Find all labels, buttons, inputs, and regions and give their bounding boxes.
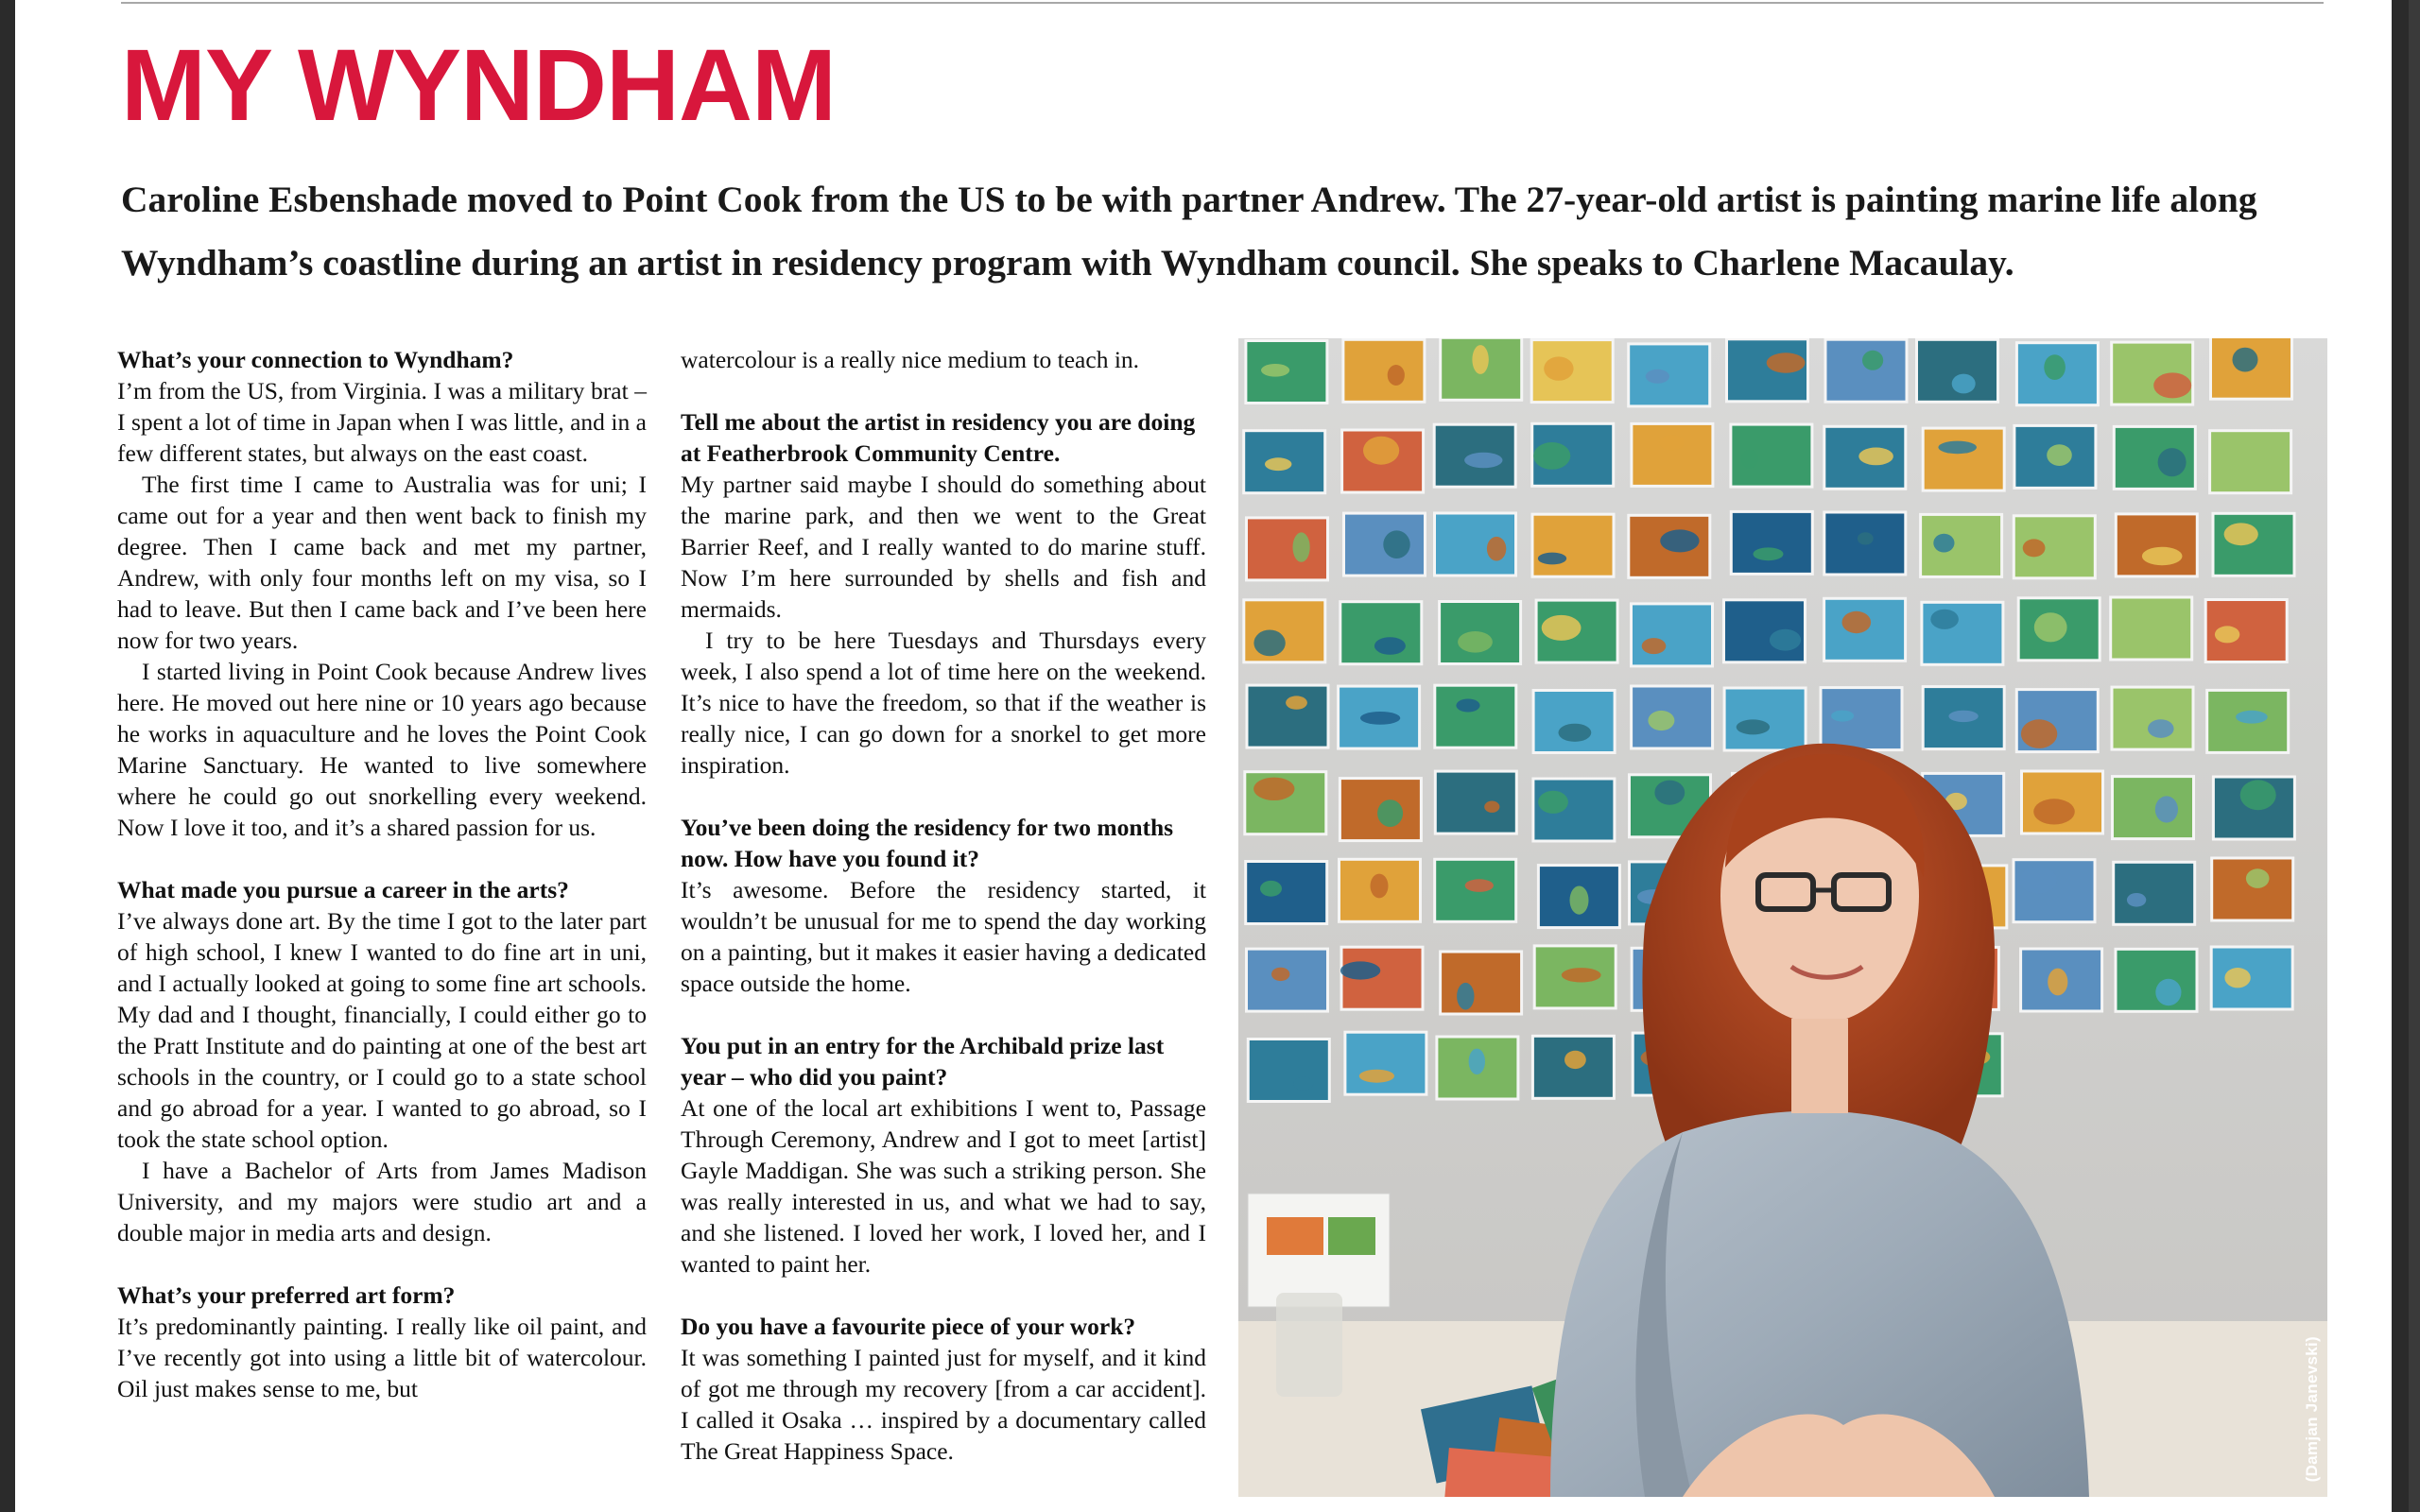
marine-photo-detail <box>1465 879 1494 892</box>
marine-photo-detail <box>2033 799 2075 824</box>
marine-photo-detail <box>1464 453 1502 469</box>
marine-photo-detail <box>2044 354 2066 380</box>
answer-paragraph: watercolour is a really nice medium to teach in. <box>681 346 1140 373</box>
marine-photo-detail <box>1293 532 1310 561</box>
marine-photo-detail <box>1261 364 1289 377</box>
marine-photo-detail <box>1457 983 1474 1010</box>
masthead-title: MY WYNDHAM <box>121 27 836 142</box>
answer-paragraph: My partner said maybe I should do something about the marine park, and then we went to the Great Barrier Reef, and I really wanted to do marine stuff. Now I’m here surrounded by shells and fish and mermaids. <box>681 471 1206 623</box>
marine-photo-tile <box>1247 518 1328 580</box>
marine-photo-detail <box>1388 365 1405 386</box>
marine-photo-detail <box>2158 448 2187 476</box>
marine-photo-tile <box>1441 952 1522 1014</box>
marine-photo-tile <box>1533 691 1615 753</box>
article-column-1 <box>117 344 647 1404</box>
marine-photo-detail <box>2155 796 2178 822</box>
article-column-2 <box>681 344 1206 1467</box>
marine-photo-detail <box>1660 529 1699 552</box>
question-heading: What’s your connection to Wyndham? <box>117 346 514 373</box>
marine-photo-detail <box>1654 781 1685 805</box>
marine-photo-detail <box>2155 979 2181 1005</box>
marine-photo-tile <box>2212 858 2293 920</box>
marine-photo-detail <box>1831 711 1854 722</box>
marine-photo-detail <box>1754 547 1784 560</box>
marine-photo-detail <box>1340 961 1380 979</box>
marine-photo-detail <box>1253 630 1285 657</box>
marine-photo-detail <box>1265 457 1291 471</box>
marine-photo-tile <box>1247 949 1328 1011</box>
marine-photo-tile <box>1922 602 2003 664</box>
marine-photo-tile <box>1345 1032 1426 1094</box>
marine-photo-detail <box>2021 719 2057 748</box>
marine-photo-detail <box>2246 868 2270 888</box>
marine-photo-tile <box>1731 511 1812 574</box>
marine-photo-detail <box>2236 711 2268 724</box>
marine-photo-detail <box>1933 534 1954 553</box>
marine-photo-detail <box>2034 612 2067 642</box>
marine-photo-detail <box>1458 631 1493 653</box>
marine-photo-detail <box>2233 348 2258 372</box>
marine-photo-tile <box>1921 514 2002 576</box>
marine-photo-detail <box>1930 610 1959 629</box>
marine-photo-detail <box>1952 374 1976 394</box>
answer-paragraph: I’m from the US, from Virginia. I was a military brat – I spent a lot of time in Japan when I was little, and in a few different states, but always on the east coast. <box>117 377 647 467</box>
question-heading: What’s your preferred art form? <box>117 1281 456 1309</box>
answer-paragraph: I try to be here Tuesdays and Thursdays every week, I also spend a lot of time here on the weekend. It’s nice to have the freedom, so that if the weather is really nice, I can go down for a snorkel to get more inspiration. <box>681 627 1206 779</box>
marine-photo-tile <box>2116 949 2197 1011</box>
marine-photo-tile <box>1435 771 1516 833</box>
marine-photo-detail <box>2019 867 2057 893</box>
question-heading: Tell me about the artist in residency you are doing at Featherbrook Community Centre. <box>681 408 1196 467</box>
marine-photo-detail <box>2155 627 2190 649</box>
marine-photo-detail <box>1737 719 1770 734</box>
marine-photo-detail <box>2023 539 2046 557</box>
marine-photo-detail <box>1271 968 1289 981</box>
marine-photo-tile <box>2211 947 2292 1009</box>
glass <box>1276 1293 1342 1397</box>
marine-photo-detail <box>2127 893 2146 907</box>
marine-photo-detail <box>1360 712 1400 725</box>
marine-photo-detail <box>1544 356 1573 380</box>
marine-photo-detail <box>1253 778 1294 800</box>
marine-photo-detail <box>2047 444 2072 466</box>
marine-photo-detail <box>1377 799 1403 827</box>
marine-photo-detail <box>1646 369 1669 384</box>
marine-photo-detail <box>2153 372 2191 398</box>
marine-photo-tile <box>1246 862 1327 924</box>
marine-photo-tile <box>1532 514 1614 576</box>
marine-photo-detail <box>1374 637 1406 655</box>
marine-photo-tile <box>1923 428 2004 490</box>
marine-photo-detail <box>2048 969 2067 996</box>
marine-photo-detail <box>1948 711 1978 722</box>
marine-photo-tile <box>1825 339 1907 402</box>
marine-photo-tile <box>1244 600 1325 662</box>
marine-photo-tile <box>1340 602 1422 664</box>
marine-photo-tile <box>1632 423 1713 486</box>
marine-photo-tile <box>2114 862 2195 924</box>
marine-photo-detail <box>1359 1070 1394 1083</box>
marine-photo-detail <box>1260 881 1282 897</box>
marine-photo-detail <box>1570 886 1589 915</box>
marine-photo-detail <box>1456 699 1479 713</box>
marine-photo-detail <box>2224 523 2258 545</box>
marine-photo-tile <box>1247 685 1328 747</box>
marine-photo-detail <box>1741 450 1758 469</box>
marine-photo-detail <box>1484 801 1499 813</box>
marine-photo-detail <box>2224 968 2250 988</box>
marine-photo-detail <box>1538 791 1568 814</box>
marine-photo-detail <box>2148 719 2174 738</box>
answer-paragraph: I started living in Point Cook because Andrew lives here. He moved out here nine or 10 years ago because he works in aquaculture and he loves the Point Cook Marine Sanctuary. He wanted to live somewhere where he could go out snorkelling every weekend. Now I love it too, and it’s a shared passion for us. <box>117 658 647 841</box>
marine-photo-detail <box>1533 442 1570 470</box>
photo-credit: (Damjan Janevski) <box>2303 1335 2321 1482</box>
marine-photo-detail <box>1659 435 1684 451</box>
top-rule <box>121 2 2324 4</box>
marine-photo-tile <box>1724 688 1806 750</box>
marine-photo-detail <box>1469 1049 1485 1074</box>
marine-photo-tile <box>1435 685 1516 747</box>
marine-photo-tile <box>2014 860 2095 922</box>
marine-photo-detail <box>1371 874 1389 899</box>
question-heading: You put in an entry for the Archibald prize last year – who did you paint? <box>681 1032 1165 1091</box>
marine-photo-detail <box>1938 441 1977 455</box>
question-heading: You’ve been doing the residency for two months now. How have you found it? <box>681 814 1174 872</box>
marine-photo-tile <box>1632 604 1713 666</box>
marine-photo-detail <box>2240 780 2276 810</box>
marine-photo-tile <box>2213 513 2294 576</box>
marine-photo-tile <box>2113 777 2194 839</box>
marine-photo-tile <box>2116 514 2197 576</box>
photo-illustration <box>1238 338 2327 1497</box>
marine-photo-detail <box>1858 448 1893 466</box>
marine-photo-tile <box>1248 1040 1329 1102</box>
marine-photo-detail <box>1642 638 1667 654</box>
question-heading: What made you pursue a career in the arts? <box>117 876 569 903</box>
answer-paragraph: I’ve always done art. By the time I got to the later part of high school, I knew I wanted to do fine art in uni, and I actually looked at going to some fine art schools. My dad and I thought, financially, I could either go to the Pratt Institute and do painting at one of the best art schools in the country, or I could go to a state school and go abroad for a year. I wanted to go abroad, so I took the state school option. <box>117 907 647 1153</box>
marine-photo-tile <box>2112 687 2193 749</box>
marine-photo-detail <box>1562 968 1601 982</box>
marine-photo-detail <box>1487 537 1506 561</box>
marine-photo-detail <box>2230 449 2264 475</box>
answer-paragraph: I have a Bachelor of Arts from James Madison University, and my majors were studio art and a double major in media arts and design. <box>117 1157 647 1246</box>
answer-paragraph: The first time I came to Australia was for uni; I came out for a year and then went back to finish my degree. Then I came back and met my partner, Andrew, with only four months left on my visa, so I had to leave. But then I came back and I’ve been here now for two years. <box>117 471 647 654</box>
marine-photo-detail <box>2142 547 2183 566</box>
answer-paragraph: It was something I painted just for myself, and it kind of got me through my recovery [from a car accident]. I called it Osaka … inspired by a documentary called The Great Happiness Space. <box>681 1344 1206 1465</box>
marine-photo-detail <box>1286 696 1307 709</box>
marine-photo-detail <box>1383 530 1409 558</box>
marine-photo-detail <box>1862 351 1883 370</box>
question-heading: Do you have a favourite piece of your work? <box>681 1313 1136 1340</box>
standfirst: Caroline Esbenshade moved to Point Cook from the US to be with partner Andrew. The 27-year-old artist is painting marine life along Wyndham’s coastline during an artist in residency program with Wyndham council. She speaks to Charlene Macaulay. <box>121 179 2257 284</box>
marine-photo-detail <box>1648 711 1674 730</box>
marine-photo-detail <box>1767 352 1806 372</box>
marine-photo-detail <box>1564 1051 1586 1069</box>
answer-paragraph: It’s awesome. Before the residency started, it wouldn’t be unusual for me to spend the day working on a painting, but it makes it easier having a dedicated space outside the home. <box>681 876 1206 997</box>
marine-photo-detail <box>1538 553 1566 565</box>
marine-photo-detail <box>1293 1077 1313 1091</box>
answer-paragraph: At one of the local art exhibitions I went to, Passage Through Ceremony, Andrew and I got to meet [artist] Gayle Maddigan. She was such a striking person. She was really interested in us, and what we had to say, and she listened. I loved her work, I loved her, and I wanted to paint her. <box>681 1094 1206 1278</box>
marine-photo-detail <box>1770 629 1801 651</box>
marine-photo-detail <box>1363 437 1399 465</box>
answer-paragraph: It’s predominantly painting. I really like oil paint, and I’ve recently got into using a little bit of watercolour. Oil just makes sense to me, but <box>117 1313 647 1402</box>
marine-photo-detail <box>1472 345 1488 374</box>
marine-photo-tile <box>1917 339 1998 402</box>
marine-photo-detail <box>1842 611 1872 633</box>
marine-photo-detail <box>1542 615 1582 641</box>
marine-photo-detail <box>1858 532 1874 544</box>
marine-photo-detail <box>2215 626 2239 643</box>
marine-photo-detail <box>1559 724 1592 742</box>
marine-photo-tile <box>1343 339 1425 402</box>
artist-photo <box>1238 338 2327 1497</box>
